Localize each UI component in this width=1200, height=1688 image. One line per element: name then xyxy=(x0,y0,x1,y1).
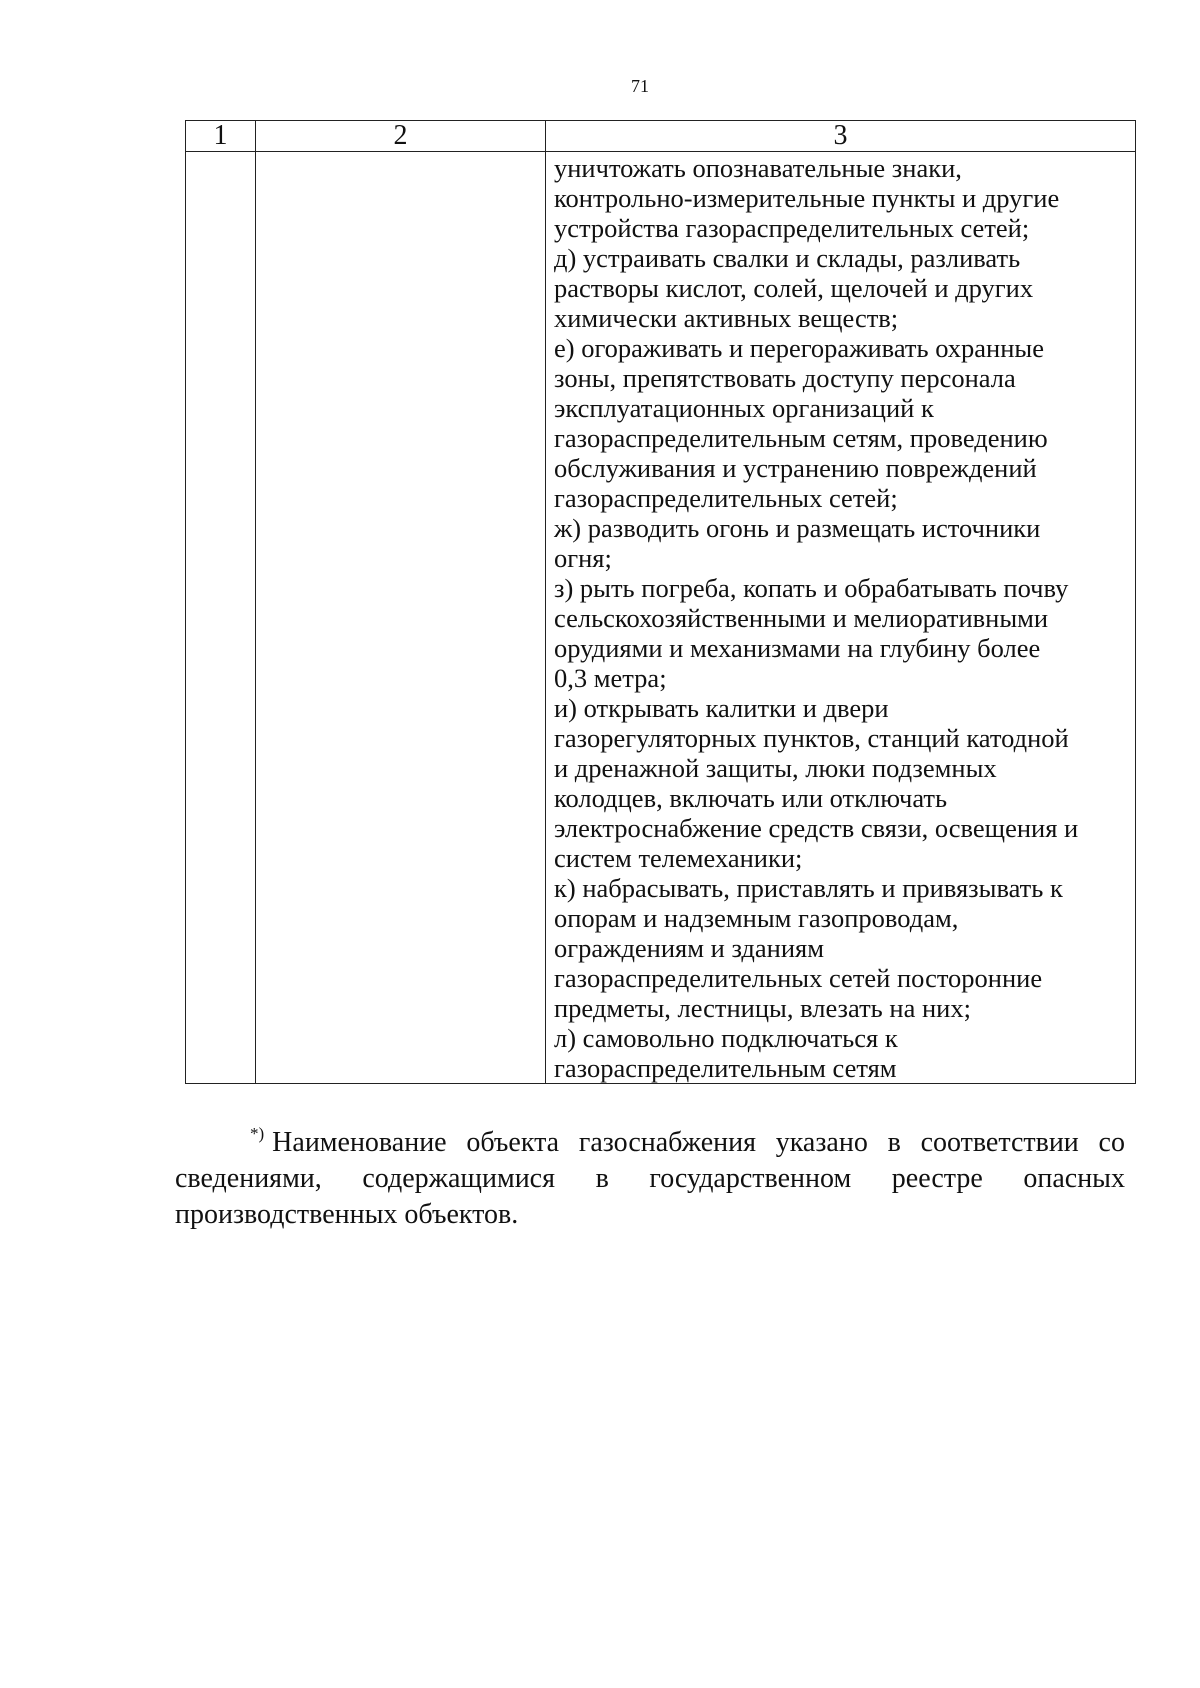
text-line: эксплуатационных организаций к xyxy=(554,393,934,423)
text-line: огня; xyxy=(554,543,612,573)
text-line: л) самовольно подключаться к xyxy=(554,1023,898,1053)
text-line: опорам и надземным газопроводам, xyxy=(554,903,959,933)
text-line: 0,3 метра; xyxy=(554,663,667,693)
text-line: предметы, лестницы, влезать на них; xyxy=(554,993,971,1023)
footnote-line-2: сведениями, содержащимися в государственном реестре опасных xyxy=(175,1163,1125,1194)
text-line: газораспределительным сетям xyxy=(554,1053,897,1083)
footnote-line-1 xyxy=(175,1116,1125,1161)
text-line: к) набрасывать, приставлять и привязывать к xyxy=(554,873,1063,903)
text-line: сельскохозяйственными и мелиоративными xyxy=(554,603,1049,633)
text-line: устройства газораспределительных сетей; xyxy=(554,213,1030,243)
text-line: ограждениям и зданиям xyxy=(554,933,824,963)
cell-column-1 xyxy=(186,152,256,1084)
column-header-1: 1 xyxy=(186,121,256,152)
footnote-text-1: Наименование объекта газоснабжения указано в соответствии со xyxy=(272,1127,1125,1158)
text-line: з) рыть погреба, копать и обрабатывать почву xyxy=(554,573,1069,603)
footnote xyxy=(175,1116,1125,1233)
text-line: ж) разводить огонь и размещать источники xyxy=(554,513,1041,543)
text-line: и) открывать калитки и двери xyxy=(554,693,889,723)
footnote-marker: *) xyxy=(250,1124,265,1143)
cell-column-2 xyxy=(256,152,546,1084)
footnote-line-3: производственных объектов. xyxy=(175,1199,519,1230)
text-line: обслуживания и устранению повреждений xyxy=(554,453,1037,483)
text-line: газорегуляторных пунктов, станций катодной xyxy=(554,723,1069,753)
text-line: контрольно-измерительные пункты и другие xyxy=(554,183,1060,213)
text-line: и дренажной защиты, люки подземных xyxy=(554,753,997,783)
page-number: 71 xyxy=(631,76,649,96)
text-line: газораспределительным сетям, проведению xyxy=(554,423,1048,453)
text-line: химически активных веществ; xyxy=(554,303,899,333)
text-line: зоны, препятствовать доступу персонала xyxy=(554,363,1016,393)
table-row xyxy=(186,152,1136,1084)
cell-column-3 xyxy=(546,152,1136,1084)
text-line: газораспределительных сетей посторонние xyxy=(554,963,1043,993)
text-line: орудиями и механизмами на глубину более xyxy=(554,633,1041,663)
column-header-2: 2 xyxy=(256,121,546,152)
text-line: электроснабжение средств связи, освещения и xyxy=(554,813,1079,843)
text-line: систем телемеханики; xyxy=(554,843,803,873)
table-header-row xyxy=(186,121,1136,152)
text-line: растворы кислот, солей, щелочей и других xyxy=(554,273,1034,303)
document-table xyxy=(185,120,1136,1084)
text-line: д) устраивать свалки и склады, разливать xyxy=(554,243,1021,273)
text-line: е) огораживать и перегораживать охранные xyxy=(554,333,1044,363)
text-line: уничтожать опознавательные знаки, xyxy=(554,153,962,183)
column-header-3: 3 xyxy=(546,121,1136,152)
text-line: газораспределительных сетей; xyxy=(554,483,898,513)
text-line: колодцев, включать или отключать xyxy=(554,783,948,813)
